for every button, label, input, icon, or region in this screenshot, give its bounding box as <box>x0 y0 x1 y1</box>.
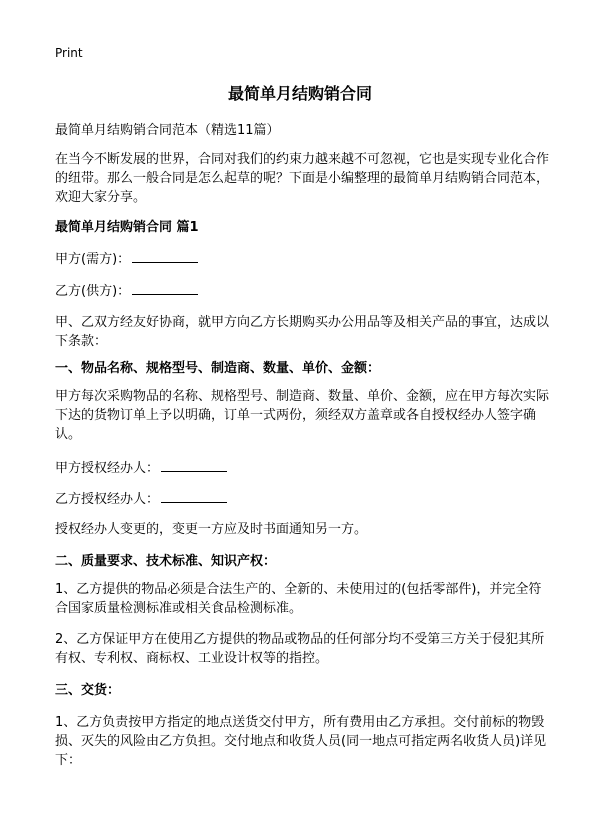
document-title: 最简单月结购销合同 <box>227 84 372 103</box>
clause1-text: 甲方每次采购物品的名称、规格型号、制造商、数量、单价、金额，应在甲方每次实际下达的货物订单上予以明确，订单一式两份，须经双方盖章或各自授权经办人签字确认。 <box>55 389 550 442</box>
party-b-blank <box>132 282 198 295</box>
clause3-heading: 三、交货： <box>55 683 121 698</box>
clause2-heading: 二、质量要求、技术标准、知识产权： <box>55 554 277 569</box>
agent-a-blank <box>161 459 227 472</box>
print-label: Print <box>55 46 83 60</box>
agent-a-label: 甲方授权经办人： <box>55 461 160 476</box>
party-b-label: 乙方(供方)： <box>55 284 131 299</box>
intro-paragraph: 在当今不断发展的世界，合同对我们的约束力越来越不可忽视，它也是实现专业化合作的纽带。那么一般合同是怎么起草的呢？下面是小编整理的最简单月结购销合同范本，欢迎大家分享。 <box>55 152 550 205</box>
document-subtitle: 最简单月结购销合同范本（精选11篇） <box>55 123 280 138</box>
agent-b-label: 乙方授权经办人： <box>55 492 160 507</box>
clause2-item-1: 1、乙方提供的物品必须是合法生产的、全新的、未使用过的(包括零部件)，并完全符合国家质量检测标准或相关食品检测标准。 <box>55 582 542 616</box>
party-b-line <box>55 282 550 301</box>
clause1-heading: 一、物品名称、规格型号、制造商、数量、单价、金额： <box>55 361 381 376</box>
agreement-paragraph: 甲、乙双方经友好协商，就甲方向乙方长期购买办公用品等及相关产品的事宜，达成以下条款： <box>55 315 550 349</box>
clause3-item-1: 1、乙方负责按甲方指定的地点送货交付甲方，所有费用由乙方承担。交付前标的物毁损、灭失的风险由乙方负担。交付地点和收货人员(同一地点可指定两名收货人员)详见下： <box>55 715 547 768</box>
agent-a-line <box>55 459 550 478</box>
party-a-line <box>55 250 550 269</box>
party-a-blank <box>132 250 198 263</box>
agent-b-blank <box>161 490 227 503</box>
agent-change-paragraph: 授权经办人变更的，变更一方应及时书面通知另一方。 <box>55 522 368 537</box>
clause2-item-2: 2、乙方保证甲方在使用乙方提供的物品或物品的任何部分均不受第三方关于侵犯其所有权、专利权、商标权、工业设计权等的指控。 <box>55 632 545 666</box>
agent-b-line <box>55 490 550 509</box>
section-heading: 最简单月结购销合同 篇1 <box>55 220 199 235</box>
party-a-label: 甲方(需方)： <box>55 252 131 267</box>
